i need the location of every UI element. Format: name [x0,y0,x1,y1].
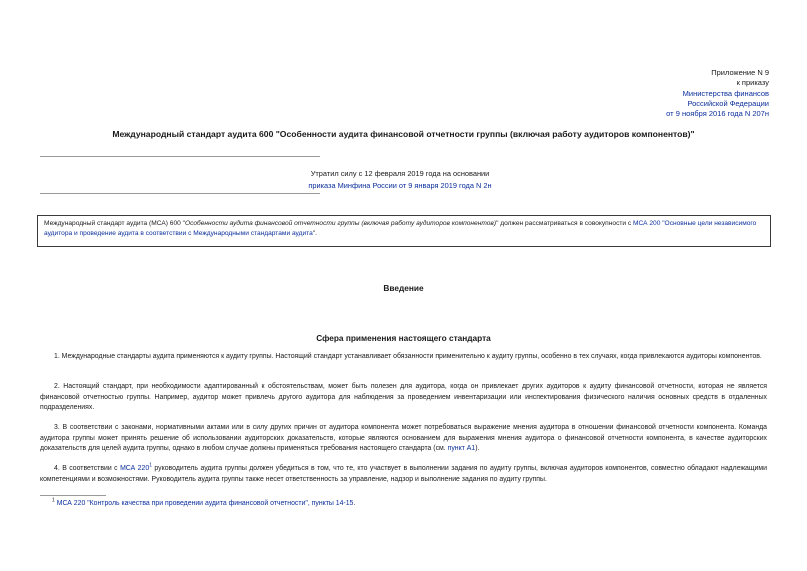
paragraph-3 [40,423,767,455]
divider-top [40,156,320,157]
appendix-federation-link[interactable]: Российской Федерации [687,98,769,108]
footnote-ref-1[interactable]: 1 [149,462,152,469]
appendix-order-label: к приказу [736,78,769,88]
note-box [37,215,771,247]
status-block [280,168,520,192]
footnote-end: . [353,500,356,507]
note-text-end: ". [312,229,317,237]
status-text: Утратил силу с 12 февраля 2019 года на основании [310,169,490,178]
footnote-marker: 1 [52,497,55,504]
paragraph-2: 2. Настоящий стандарт, при необходимости адаптированный к обстоятельствам, может быть полезен для аудитора, когда он привлекает других аудиторов к аудиту финансовой отчетности, которая не является финансовой отчетностью группы. Например, аудитор может привлечь другого аудитора для наблюдения за проведением инвентаризации или инспектирования физического наличия основных средств в отдаленных подразделениях. [40,383,767,412]
footnote-divider [40,495,106,496]
footnote-isa220-link[interactable]: МСА 220 "Контроль качества при проведении аудита финансовой отчетности", пункты 14-15 [56,500,354,507]
divider-bottom [40,193,320,194]
paragraph-3-text: 3. В соответствии с законами, нормативными актами или в силу других причин от аудитора компонента может потребоваться выражение мнения аудитора в отношении финансовой отчетности компонента. Команда аудитора группы может принять решение об использовании аудиторских доказательств, которые являются основанием для выражения мнения аудитора о финансовой отчетности компонента, в качестве аудиторских доказательств для целей аудита группы, однако в любом случае должны применяться требования настоящего стандарта (см. [40,424,767,453]
paragraph-4-start: 4. В соответствии с [54,465,121,472]
note-isa200-link[interactable]: МСА 200 [633,220,661,227]
paragraph-1: 1. Международные стандарты аудита применяются к аудиту группы. Настоящий стандарт устанавливает обязанности применительно к аудиту группы, особенно в тех случаях, когда привлекаются аудиторы компонентов. [54,353,762,360]
appendix-number: Приложение N 9 [711,68,769,77]
appendix-block [666,68,769,119]
paragraph-3-end: ). [475,445,480,453]
paragraph-3-a1-link[interactable]: пункт A1 [447,445,476,453]
document-title: Международный стандарт аудита 600 "Особенности аудита финансовой отчетности группы (включая работу аудиторов компонентов)" [112,129,695,139]
note-text-start: Международный стандарт аудита (МСА) 600 " [44,220,185,227]
paragraph-4-text: руководитель аудита группы должен убедиться в том, что те, кто участвует в выполнении задания по аудиту группы, включая аудиторов компонентов, совместно обладают надлежащими компетенциями и возможностями. Руководитель аудита группы также несет ответственность за управление, надзор и выполнение задания по аудиту группы. [40,465,767,483]
heading-introduction: Введение [383,283,424,293]
paragraph-4 [40,464,767,485]
status-order-link[interactable]: приказа Минфина России от 9 января 2019 года N 2н [308,181,492,190]
footnote-1 [52,499,355,509]
appendix-date-link[interactable]: от 9 ноября 2016 года N 207н [666,109,769,119]
note-text-middle: " должен рассматриваться в совокупности с [496,220,634,227]
note-standard-name: Особенности аудита финансовой отчетности группы (включая работу аудиторов компонентов) [184,220,497,227]
appendix-ministry-link[interactable]: Министерства финансов [682,88,769,98]
paragraph-4-isa220-link[interactable]: МСА 220 [120,465,150,472]
note-isa200-title-link[interactable]: "Основные цели независимого аудитора и проведение аудита в соответствии с Международными стандартами аудита [44,220,757,237]
heading-scope: Сфера применения настоящего стандарта [316,333,491,343]
